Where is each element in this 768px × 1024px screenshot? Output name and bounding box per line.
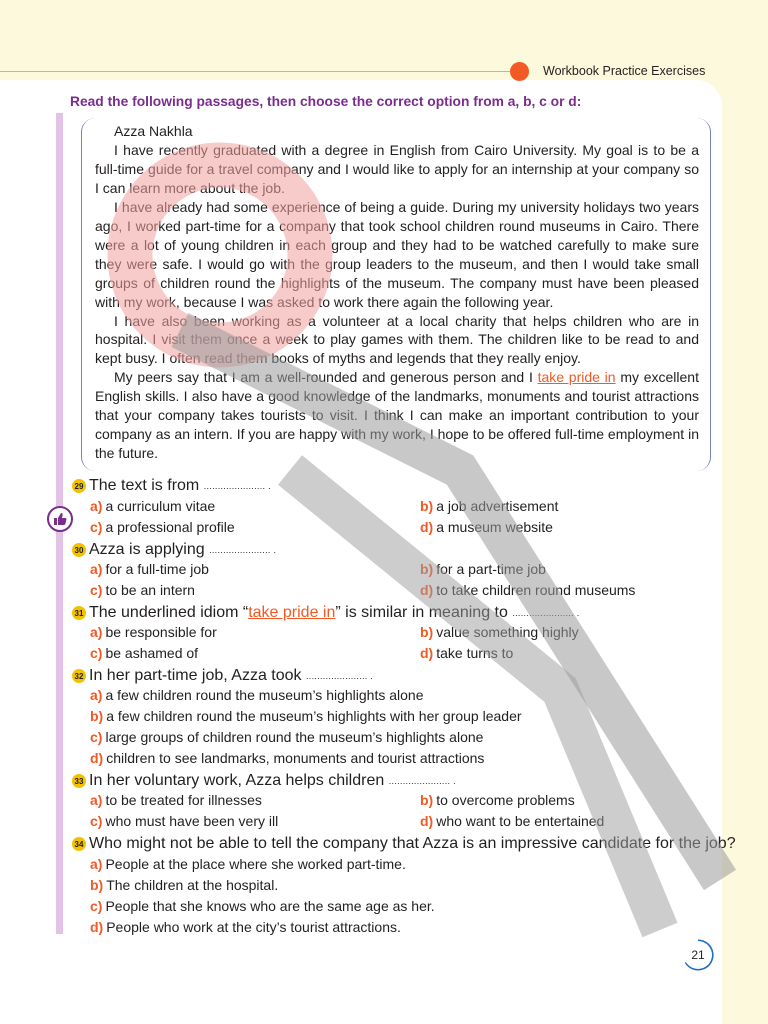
q33-option-d[interactable]: d) who want to be entertained bbox=[420, 813, 605, 829]
q33-option-b[interactable]: b) to overcome problems bbox=[420, 792, 575, 808]
question-29 bbox=[72, 476, 271, 496]
q32-option-c[interactable]: c) large groups of children round the museum’s highlights alone bbox=[90, 729, 484, 745]
question-stem-before: The underlined idiom “ bbox=[89, 604, 249, 621]
question-idiom: take pride in bbox=[248, 604, 336, 621]
q30-option-d[interactable]: d) to take children round museums bbox=[420, 582, 636, 598]
q33-option-a[interactable]: a) to be treated for illnesses bbox=[90, 792, 262, 808]
passage-paragraph-2: I have already had some experience of being a guide. During my university holidays two years ago, I worked part-time for a company that took school children round museums in Cairo. There were a lot of young children in each group and they had to be watched carefully to make sure they were safe. I would go with the group leaders to the museum, and then I would take small groups of children round the highlights of the museum. The company must have been pleased with my work, because I was asked to work there again the following year. bbox=[95, 198, 699, 310]
question-30 bbox=[72, 540, 276, 560]
question-stem: Who might not be able to tell the company that Azza is an impressive candidate for the job? bbox=[89, 835, 736, 852]
question-stem: In her voluntary work, Azza helps children bbox=[89, 772, 385, 789]
answer-blank: ...................... . bbox=[388, 776, 456, 786]
p4-before: My peers say that I am a well-rounded and generous person and I bbox=[114, 369, 538, 386]
section-title: Workbook Practice Exercises bbox=[543, 64, 706, 78]
question-stem: The text is from bbox=[89, 477, 200, 494]
q29-option-b[interactable]: b) a job advertisement bbox=[420, 498, 559, 514]
q29-option-c[interactable]: c) a professional profile bbox=[90, 519, 235, 535]
passage bbox=[95, 122, 699, 463]
question-number-badge: 30 bbox=[72, 543, 86, 557]
question-number-badge: 29 bbox=[72, 479, 86, 493]
underlined-idiom: take pride in bbox=[537, 369, 616, 386]
question-31 bbox=[72, 603, 580, 623]
q32-option-b[interactable]: b) a few children round the museum’s highlights with her group leader bbox=[90, 708, 522, 724]
q30-option-a[interactable]: a) for a full-time job bbox=[90, 561, 209, 577]
q31-option-c[interactable]: c) be ashamed of bbox=[90, 645, 199, 661]
orange-dot-icon bbox=[510, 62, 529, 81]
answer-blank: ...................... . bbox=[203, 481, 271, 491]
passage-paragraph-1: I have recently graduated with a degree in English from Cairo University. My goal is to be a full-time guide for a travel company and I would like to apply for an internship at your company so I can learn more about the job. bbox=[95, 141, 699, 196]
passage-paragraph-4 bbox=[95, 368, 699, 463]
q32-option-d[interactable]: d) children to see landmarks, monuments and tourist attractions bbox=[90, 750, 485, 766]
q31-option-b[interactable]: b) value something highly bbox=[420, 624, 579, 640]
q32-option-a[interactable]: a) a few children round the museum’s highlights alone bbox=[90, 687, 424, 703]
answer-blank: ...................... . bbox=[209, 545, 277, 555]
question-stem-after: ” is similar in meaning to bbox=[335, 604, 508, 621]
question-34 bbox=[72, 834, 736, 854]
q33-option-c[interactable]: c) who must have been very ill bbox=[90, 813, 279, 829]
question-33 bbox=[72, 771, 456, 791]
q30-option-b[interactable]: b) for a part-time job bbox=[420, 561, 546, 577]
answer-blank: ...................... . bbox=[512, 608, 580, 618]
question-32 bbox=[72, 666, 373, 686]
q34-option-c[interactable]: c) People that she knows who are the same age as her. bbox=[90, 898, 435, 914]
question-stem: In her part-time job, Azza took bbox=[89, 667, 302, 684]
question-number-badge: 33 bbox=[72, 774, 86, 788]
thumbs-up-icon[interactable] bbox=[47, 506, 73, 532]
q29-option-a[interactable]: a) a curriculum vitae bbox=[90, 498, 216, 514]
q34-option-a[interactable]: a) People at the place where she worked part-time. bbox=[90, 856, 406, 872]
question-stem: Azza is applying bbox=[89, 541, 205, 558]
question-number-badge: 34 bbox=[72, 837, 86, 851]
header-rule bbox=[0, 71, 510, 72]
q29-option-d[interactable]: d) a museum website bbox=[420, 519, 553, 535]
q31-option-d[interactable]: d) take turns to bbox=[420, 645, 514, 661]
instruction: Read the following passages, then choose the correct option from a, b, c or d: bbox=[70, 94, 582, 109]
question-number-badge: 31 bbox=[72, 606, 86, 620]
passage-paragraph-3: I have also been working as a volunteer at a local charity that helps children who are in hospital. I visit them once a week to play games with them. The children like to be read to and kept busy. I often read them books of myths and legends that they really enjoy. bbox=[95, 312, 699, 367]
p4-after: my excellent English skills. I also have a good knowledge of the landmarks, monuments and tourist attractions that your company takes tourists to visit. I think I can make an important contribution to your company as an intern. If you are happy with my work, I hope to be offered full-time employment in the future. bbox=[95, 369, 699, 462]
passage-greeting: Azza Nakhla bbox=[114, 123, 193, 139]
q31-option-a[interactable]: a) be responsible for bbox=[90, 624, 217, 640]
question-number-badge: 32 bbox=[72, 669, 86, 683]
q30-option-c[interactable]: c) to be an intern bbox=[90, 582, 195, 598]
q34-option-b[interactable]: b) The children at the hospital. bbox=[90, 877, 279, 893]
q34-option-d[interactable]: d) People who work at the city’s tourist attractions. bbox=[90, 919, 401, 935]
answer-blank: ...................... . bbox=[306, 671, 374, 681]
page-number: 21 bbox=[684, 941, 712, 969]
